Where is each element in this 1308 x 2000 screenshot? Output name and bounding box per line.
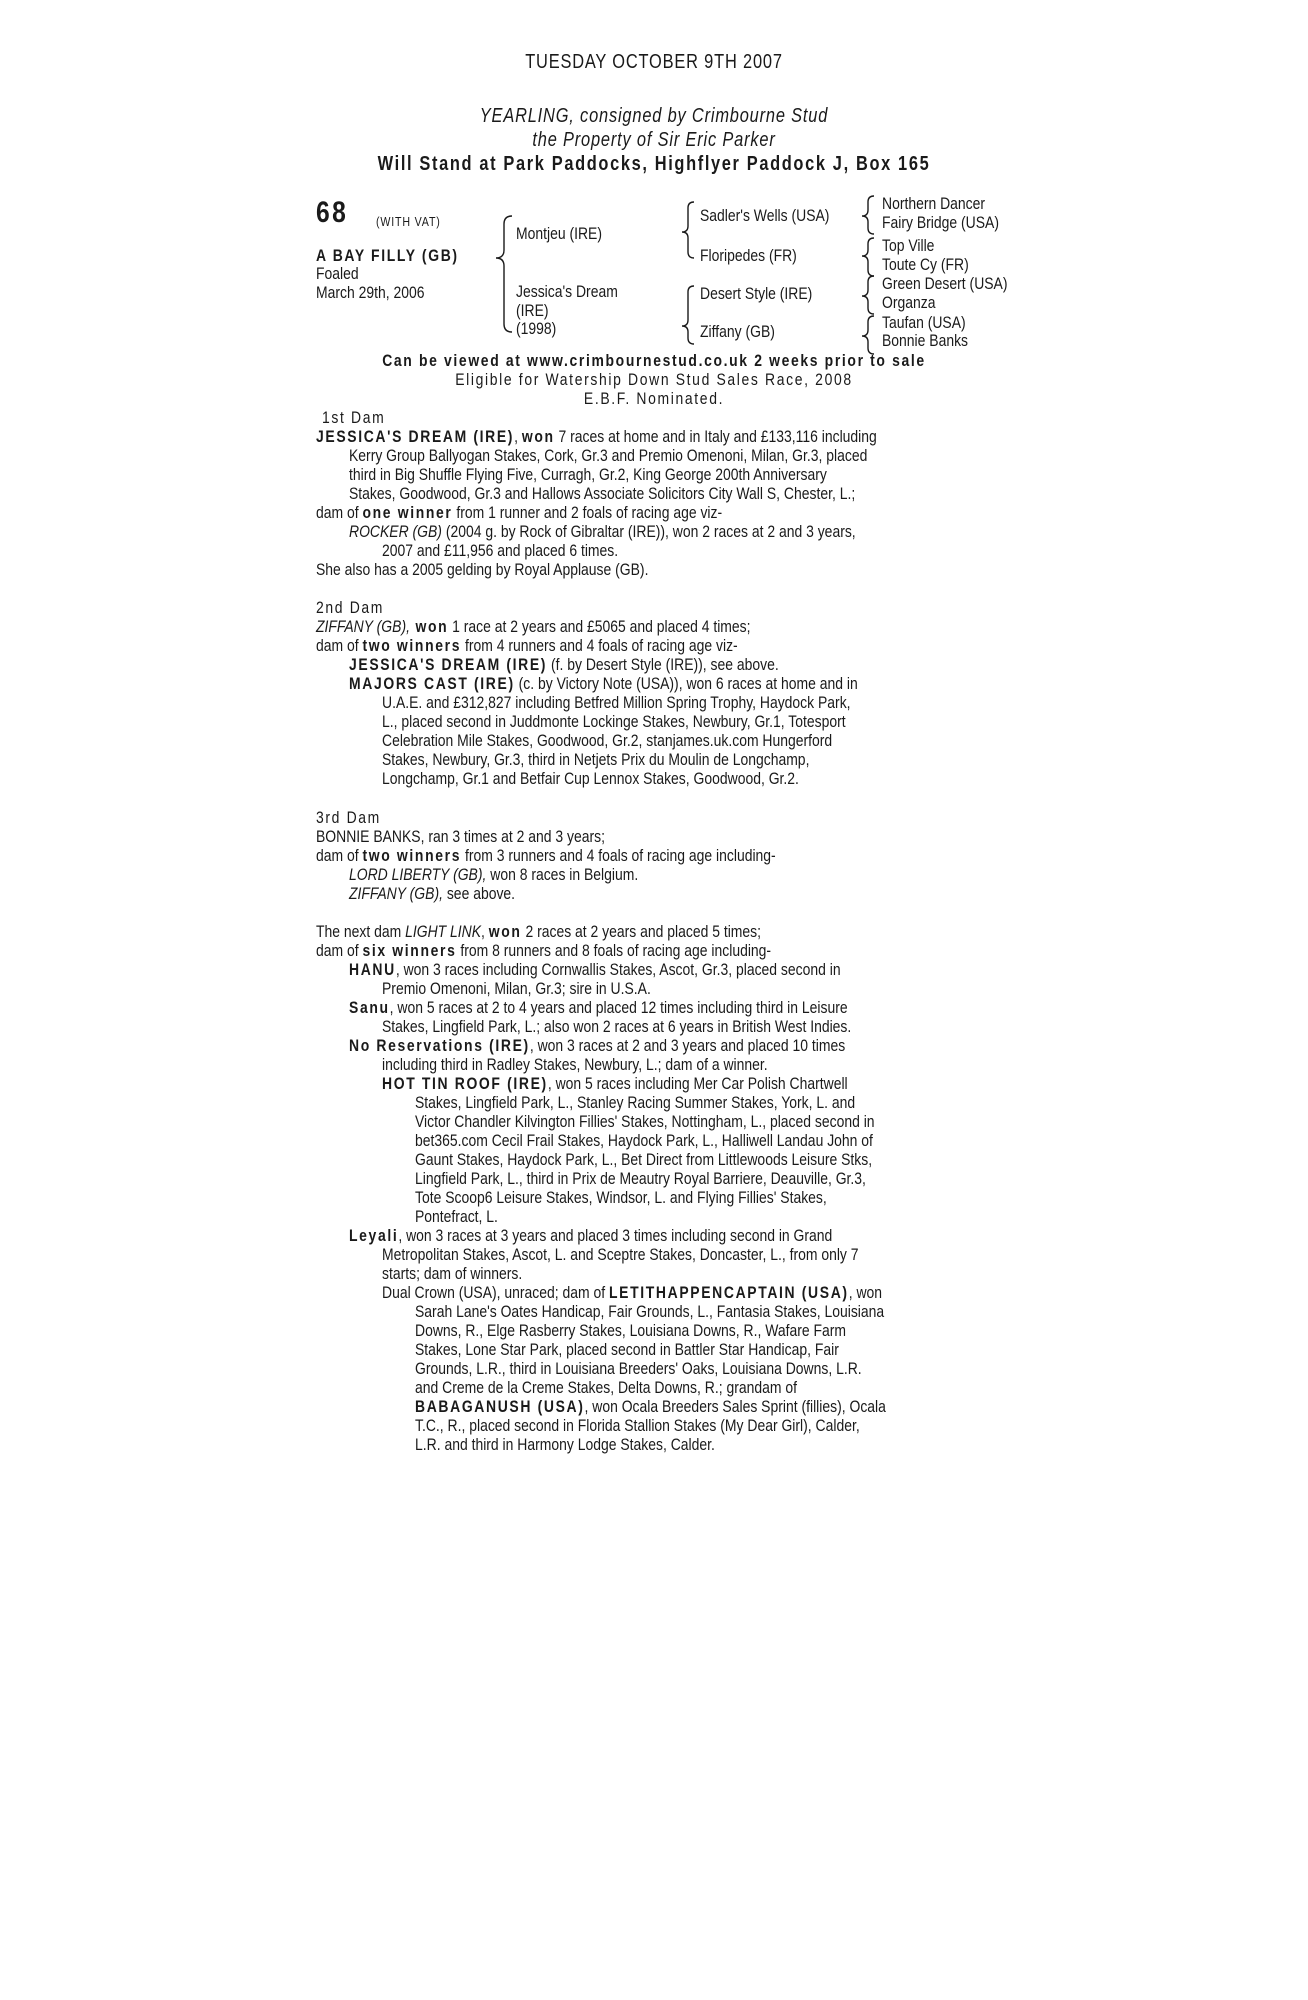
first-dam-line-5: dam of one winner from 1 runner and 2 foals of racing age viz- [316,503,723,522]
hot-tin-roof-line-3: Victor Chandler Kilvington Fillies' Stakes, Nottingham, L., placed second in [415,1112,875,1131]
no-reservations-line-1: No Reservations (IRE), won 3 races at 2 and 3 years and placed 10 times [349,1036,846,1055]
dds: Taufan (USA) [882,313,966,332]
stand-line: Will Stand at Park Paddocks, Highflyer Paddock J, Box 165 [377,153,931,175]
sire-dam: Floripedes (FR) [700,246,797,265]
sale-date: TUESDAY OCTOBER 9TH 2007 [525,51,783,73]
dss: Green Desert (USA) [882,274,1008,293]
bracket-ss [862,196,874,234]
hot-tin-roof-line-6: Lingfield Park, L., third in Prix de Meautry Royal Barriere, Deauville, Gr.3, [415,1169,866,1188]
third-dam-heading: 3rd Dam [316,808,381,827]
bracket-dd [862,316,874,354]
property-line: the Property of Sir Eric Parker [532,129,776,151]
third-dam-line-4: ZIFFANY (GB), see above. [349,884,516,903]
dam-sire: Desert Style (IRE) [700,284,813,303]
sire-sire: Sadler's Wells (USA) [700,206,830,225]
bracket-ds [862,276,874,314]
second-dam-line-3: JESSICA'S DREAM (IRE) (f. by Desert Style (IRE)), see above. [349,655,779,674]
ssd: Fairy Bridge (USA) [882,213,999,232]
dual-crown-line-1: Dual Crown (USA), unraced; dam of LETITHAPPENCAPTAIN (USA), won [382,1283,883,1302]
next-dam-line-1: The next dam LIGHT LINK, won 2 races at 2 years and placed 5 times; [316,922,762,941]
sds: Top Ville [882,236,935,255]
bracket-sd [862,238,874,276]
first-dam-line-1: JESSICA'S DREAM (IRE), won 7 races at home and in Italy and £133,116 including [316,427,877,446]
hot-tin-roof-line-8: Pontefract, L. [415,1207,498,1226]
hot-tin-roof-line-2: Stakes, Lingfield Park, L., Stanley Racing Summer Stakes, York, L. and [415,1093,856,1112]
second-dam-line-6: L., placed second in Juddmonte Lockinge Stakes, Newbury, Gr.1, Totesport [382,712,846,731]
second-dam-line-1: ZIFFANY (GB), won 1 race at 2 years and £5065 and placed 4 times; [316,617,751,636]
next-dam-line-2: dam of six winners from 8 runners and 8 foals of racing age including- [316,941,772,960]
no-reservations-line-2: including third in Radley Stakes, Newbury, L.; dam of a winner. [382,1055,768,1074]
leyali-line-2: Metropolitan Stakes, Ascot, L. and Sceptre Stakes, Doncaster, L., from only 7 [382,1245,859,1264]
bracket-gen1 [496,216,512,332]
hanu-line-2: Premio Omenoni, Milan, Gr.3; sire in U.S.A. [382,979,651,998]
dam-dam: Ziffany (GB) [700,322,775,341]
hot-tin-roof-line-4: bet365.com Cecil Frail Stakes, Haydock Park, L., Halliwell Landau John of [415,1131,873,1150]
viewing-note: Can be viewed at www.crimbournestud.co.uk 2 weeks prior to sale [382,351,926,370]
third-dam-line-2: dam of two winners from 3 runners and 4 foals of racing age including- [316,846,776,865]
second-dam-line-4: MAJORS CAST (IRE) (c. by Victory Note (USA)), won 6 races at home and in [349,674,858,693]
dual-crown-line-2: Sarah Lane's Oates Handicap, Fair Grounds, L., Fantasia Stakes, Louisiana [415,1302,885,1321]
leyali-line-3: starts; dam of winners. [382,1264,523,1283]
lot-description: A BAY FILLY (GB) [316,246,459,265]
sanu-line-2: Stakes, Lingfield Park, L.; also won 2 races at 6 years in British West Indies. [382,1017,852,1036]
foaled-date: March 29th, 2006 [316,283,425,302]
sanu-line-1: Sanu, won 5 races at 2 to 4 years and placed 12 times including third in Leisure [349,998,848,1017]
second-dam-line-9: Longchamp, Gr.1 and Betfair Cup Lennox Stakes, Goodwood, Gr.2. [382,769,799,788]
dual-crown-line-9: L.R. and third in Harmony Lodge Stakes, Calder. [415,1435,715,1454]
dual-crown-line-8: T.C., R., placed second in Florida Stallion Stakes (My Dear Girl), Calder, [415,1416,860,1435]
dam-year: (1998) [516,319,557,338]
dual-crown-line-3: Downs, R., Elge Rasberry Stakes, Louisiana Downs, R., Wafare Farm [415,1321,847,1340]
eligibility-note: Eligible for Watership Down Stud Sales Race, 2008 [455,370,853,389]
dual-crown-line-6: and Creme de la Creme Stakes, Delta Downs, R.; grandam of [415,1378,797,1397]
dam-origin: (IRE) [516,301,549,320]
sss: Northern Dancer [882,194,986,213]
second-dam-line-2: dam of two winners from 4 runners and 4 foals of racing age viz- [316,636,738,655]
first-dam-line-8: She also has a 2005 gelding by Royal Applause (GB). [316,560,649,579]
second-dam-heading: 2nd Dam [316,598,385,617]
hanu-line-1: HANU, won 3 races including Cornwallis Stakes, Ascot, Gr.3, placed second in [349,960,841,979]
ddd: Bonnie Banks [882,331,969,350]
hot-tin-roof-line-5: Gaunt Stakes, Haydock Park, L., Bet Direct from Littlewoods Leisure Stks, [415,1150,873,1169]
bracket-dam [682,286,694,344]
vat-note: (WITH VAT) [376,214,441,229]
second-dam-line-5: U.A.E. and £312,827 including Betfred Million Spring Trophy, Haydock Park, [382,693,851,712]
hot-tin-roof-line-7: Tote Scoop6 Leisure Stakes, Windsor, L. and Flying Fillies' Stakes, [415,1188,827,1207]
third-dam-line-1: BONNIE BANKS, ran 3 times at 2 and 3 years; [316,827,605,846]
lot-number: 68 [316,196,349,229]
pedigree-brackets [0,0,1308,400]
first-dam-line-2: Kerry Group Ballyogan Stakes, Cork, Gr.3 and Premio Omenoni, Milan, Gr.3, placed [349,446,868,465]
third-dam-line-3: LORD LIBERTY (GB), won 8 races in Belgium. [349,865,639,884]
first-dam-line-7: 2007 and £11,956 and placed 6 times. [382,541,619,560]
dsd: Organza [882,293,936,312]
dam-name: Jessica's Dream [516,282,618,301]
second-dam-line-7: Celebration Mile Stakes, Goodwood, Gr.2, stanjames.uk.com Hungerford [382,731,833,750]
consignment-line: YEARLING, consigned by Crimbourne Stud [479,105,829,127]
leyali-line-1: Leyali, won 3 races at 3 years and placed 3 times including second in Grand [349,1226,833,1245]
dual-crown-line-7: BABAGANUSH (USA), won Ocala Breeders Sales Sprint (fillies), Ocala [415,1397,886,1416]
sdd: Toute Cy (FR) [882,255,969,274]
bracket-sire [682,202,694,258]
first-dam-line-6: ROCKER (GB) (2004 g. by Rock of Gibraltar (IRE)), won 2 races at 2 and 3 years, [349,522,856,541]
first-dam-line-3: third in Big Shuffle Flying Five, Curragh, Gr.2, King George 200th Anniversary [349,465,827,484]
dual-crown-line-5: Grounds, L.R., third in Louisiana Breeders' Oaks, Louisiana Downs, L.R. [415,1359,862,1378]
first-dam-heading: 1st Dam [322,408,386,427]
foaled-label: Foaled [316,264,359,283]
first-dam-line-4: Stakes, Goodwood, Gr.3 and Hallows Associate Solicitors City Wall S, Chester, L.; [349,484,856,503]
ebf-note: E.B.F. Nominated. [583,389,725,408]
second-dam-line-8: Stakes, Newbury, Gr.3, third in Netjets Prix du Moulin de Longchamp, [382,750,810,769]
hot-tin-roof-line-1: HOT TIN ROOF (IRE), won 5 races including Mer Car Polish Chartwell [382,1074,848,1093]
sire-name: Montjeu (IRE) [516,224,602,243]
dual-crown-line-4: Stakes, Lone Star Park, placed second in Battler Star Handicap, Fair [415,1340,839,1359]
